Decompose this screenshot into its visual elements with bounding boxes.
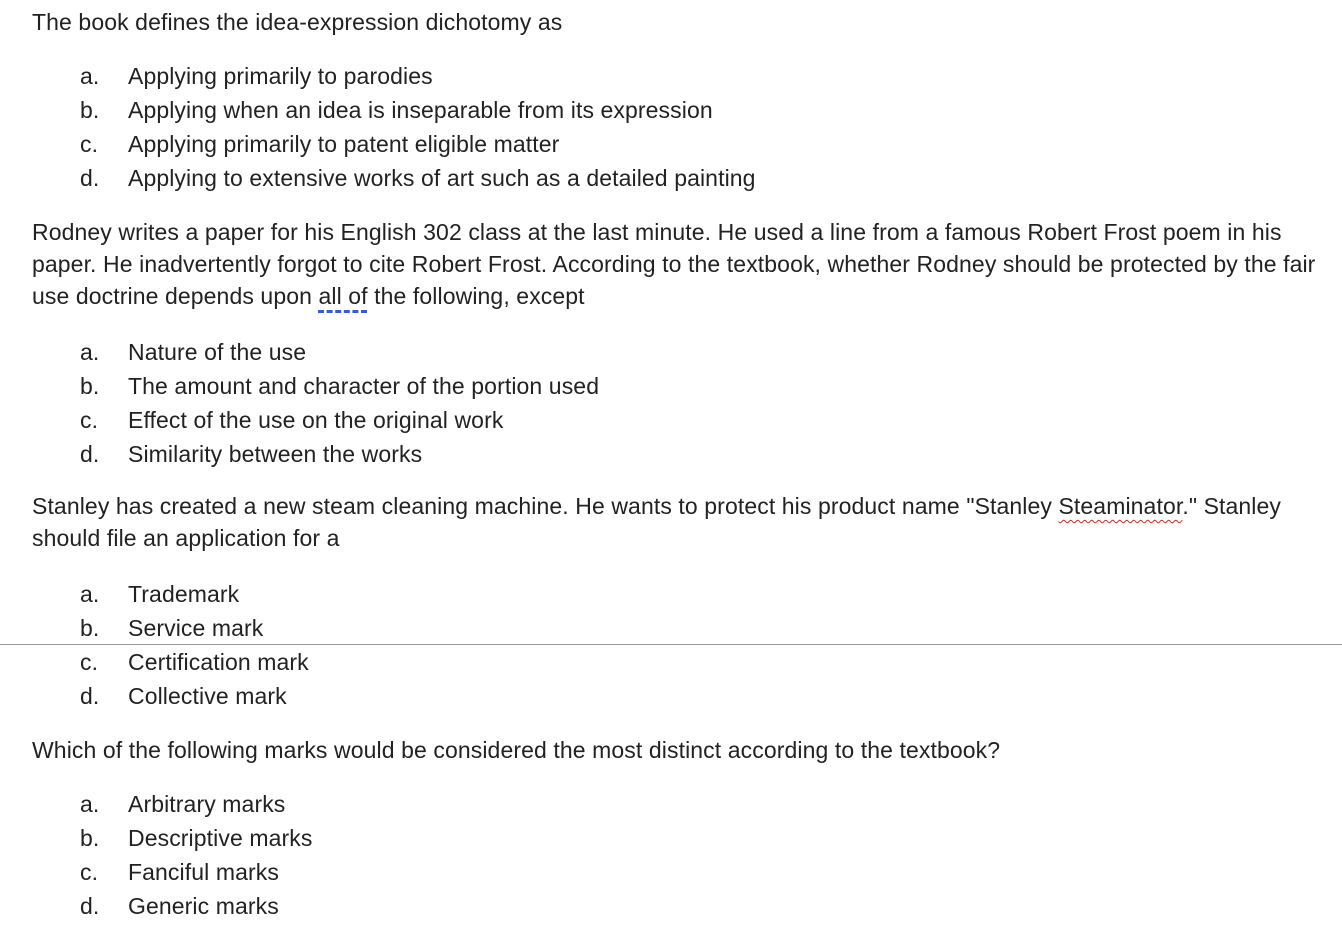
option-letter: d. — [80, 893, 100, 919]
question-3-option-c — [80, 645, 309, 679]
option-letter: d. — [80, 441, 100, 467]
option-text: Certification mark — [128, 649, 309, 675]
question-1-stem: The book defines the idea-expression dichotomy as — [32, 9, 563, 35]
option-letter: b. — [80, 615, 100, 641]
question-4-option-a — [80, 787, 285, 821]
question-1-option-a — [80, 59, 433, 93]
question-2-option-c — [80, 403, 503, 437]
option-letter: a. — [80, 63, 100, 89]
option-text: Service mark — [128, 615, 264, 641]
question-1-option-b — [80, 93, 713, 127]
question-2-option-b — [80, 369, 599, 403]
question-4-stem: Which of the following marks would be considered the most distinct according to the textbook? — [32, 737, 1001, 763]
option-letter: c. — [80, 859, 99, 885]
question-1-option-d — [80, 161, 756, 195]
question-3-option-a — [80, 577, 239, 611]
option-letter: b. — [80, 97, 100, 123]
question-3-option-d — [80, 679, 287, 713]
option-text: Applying to extensive works of art such as a detailed painting — [128, 165, 756, 191]
option-text: The amount and character of the portion used — [128, 373, 600, 399]
option-text: Applying primarily to parodies — [128, 63, 433, 89]
option-letter: d. — [80, 165, 100, 191]
question-1-option-c — [80, 127, 559, 161]
option-text: Similarity between the works — [128, 441, 423, 467]
option-letter: a. — [80, 581, 100, 607]
option-letter: c. — [80, 407, 99, 433]
option-letter: c. — [80, 649, 99, 675]
question-2-stem — [32, 216, 1327, 312]
question-3-option-b — [80, 611, 263, 645]
question-2-option-a — [80, 335, 306, 369]
option-letter: b. — [80, 373, 100, 399]
question-3-stem — [32, 490, 1327, 554]
option-text: Nature of the use — [128, 339, 307, 365]
option-text: Descriptive marks — [128, 825, 313, 851]
question-4-option-c — [80, 855, 279, 889]
option-text: Arbitrary marks — [128, 791, 286, 817]
question-4-option-b — [80, 821, 312, 855]
option-letter: a. — [80, 339, 100, 365]
option-letter: b. — [80, 825, 100, 851]
option-text: Generic marks — [128, 893, 279, 919]
question-2-option-d — [80, 437, 422, 471]
question-3-stem-text: Stanley has created a new steam cleaning machine. He wants to protect his product name "Stanley — [32, 493, 1059, 519]
option-text: Applying primarily to patent eligible matter — [128, 131, 560, 157]
option-text: Applying when an idea is inseparable from its expression — [128, 97, 713, 123]
question-2-stem-text-end: the following, except — [367, 283, 585, 309]
question-3-stem-text-end: ." Stanley should file an application for a — [32, 493, 1281, 551]
question-2-stem-text: Rodney writes a paper for his English 302 class at the last minute. He used a line from a famous Robert Frost poem in his paper. He inadvertently forgot to cite Robert Frost. According to the textbook, whether Rodney should be protected by the fair use doctrine depends upon — [32, 219, 1316, 309]
grammar-suggestion[interactable]: all of — [318, 283, 368, 309]
option-letter: c. — [80, 131, 99, 157]
option-text: Fanciful marks — [128, 859, 279, 885]
option-text: Trademark — [128, 581, 240, 607]
option-text: Collective mark — [128, 683, 287, 709]
question-4-option-d — [80, 889, 279, 923]
option-letter: d. — [80, 683, 100, 709]
spelling-suggestion[interactable]: Steaminator — [1058, 493, 1183, 519]
option-letter: a. — [80, 791, 100, 817]
option-text: Effect of the use on the original work — [128, 407, 504, 433]
